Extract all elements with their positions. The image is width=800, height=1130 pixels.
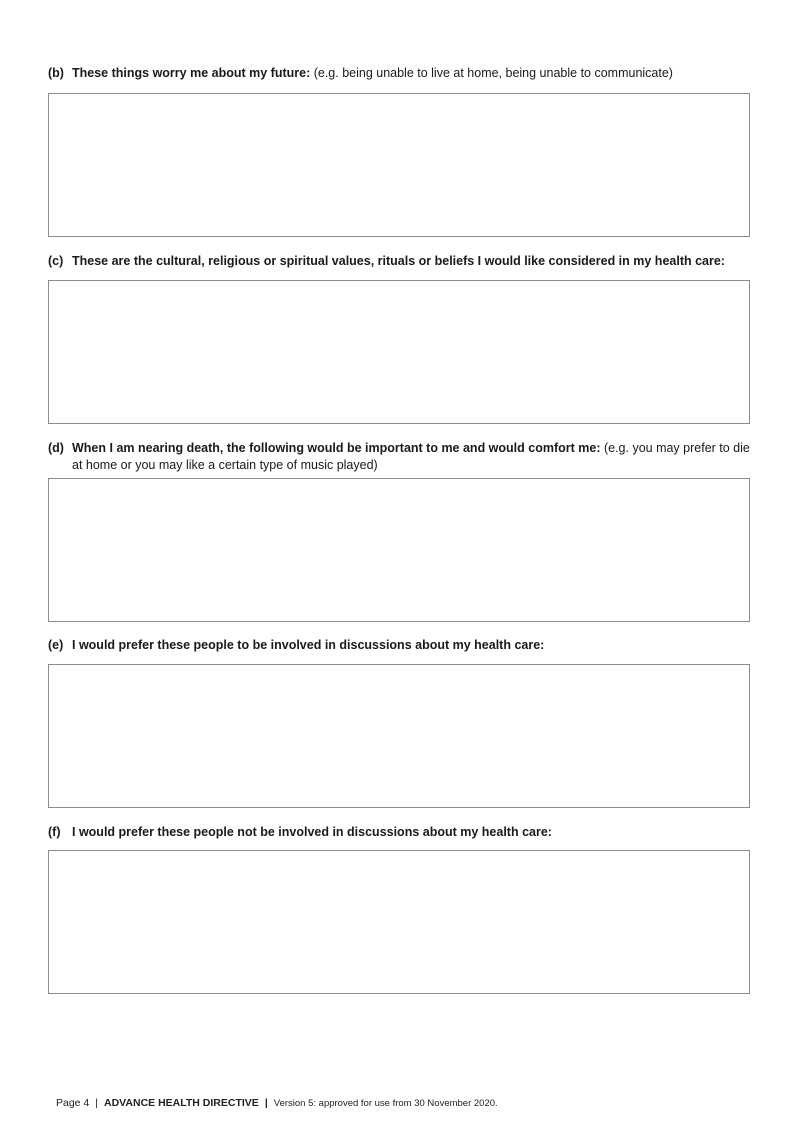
answer-box-f[interactable] [48, 850, 750, 994]
question-bold-text: When I am nearing death, the following would be important to me and would comfort me: [72, 441, 601, 455]
question-e [48, 637, 753, 654]
question-bold-text: I would prefer these people not be involved in discussions about my health care: [72, 825, 552, 839]
question-bold-text: I would prefer these people to be involved in discussions about my health care: [72, 638, 545, 652]
footer-separator: | [264, 1097, 268, 1109]
question-hint-text: (e.g. you may prefer to die at home or you may like a certain type of music played) [72, 441, 750, 472]
page-footer [56, 1097, 498, 1109]
footer-separator: | [95, 1097, 99, 1109]
question-b [48, 65, 753, 82]
question-hint-text: (e.g. being unable to live at home, being unable to communicate) [310, 66, 673, 80]
question-d [48, 440, 753, 474]
question-number: (b) [48, 66, 64, 80]
question-c [48, 253, 753, 270]
question-text [48, 440, 753, 474]
question-bold-text: These are the cultural, religious or spiritual values, rituals or beliefs I would like considered in my health care: [72, 254, 725, 268]
question-f [48, 824, 753, 841]
answer-box-b[interactable] [48, 93, 750, 237]
question-bold-text: These things worry me about my future: [72, 66, 311, 80]
question-number: (c) [48, 254, 64, 268]
question-text [48, 253, 753, 270]
question-text [48, 65, 753, 82]
document-title: ADVANCE HEALTH DIRECTIVE [104, 1097, 259, 1109]
question-text [48, 824, 753, 841]
question-text [48, 637, 753, 654]
answer-box-d[interactable] [48, 478, 750, 622]
version-text: Version 5: approved for use from 30 November 2020. [273, 1098, 498, 1109]
question-number: (e) [48, 638, 64, 652]
question-number: (f) [48, 825, 61, 839]
answer-box-c[interactable] [48, 280, 750, 424]
answer-box-e[interactable] [48, 664, 750, 808]
page-number: Page 4 [56, 1097, 90, 1109]
question-number: (d) [48, 441, 64, 455]
